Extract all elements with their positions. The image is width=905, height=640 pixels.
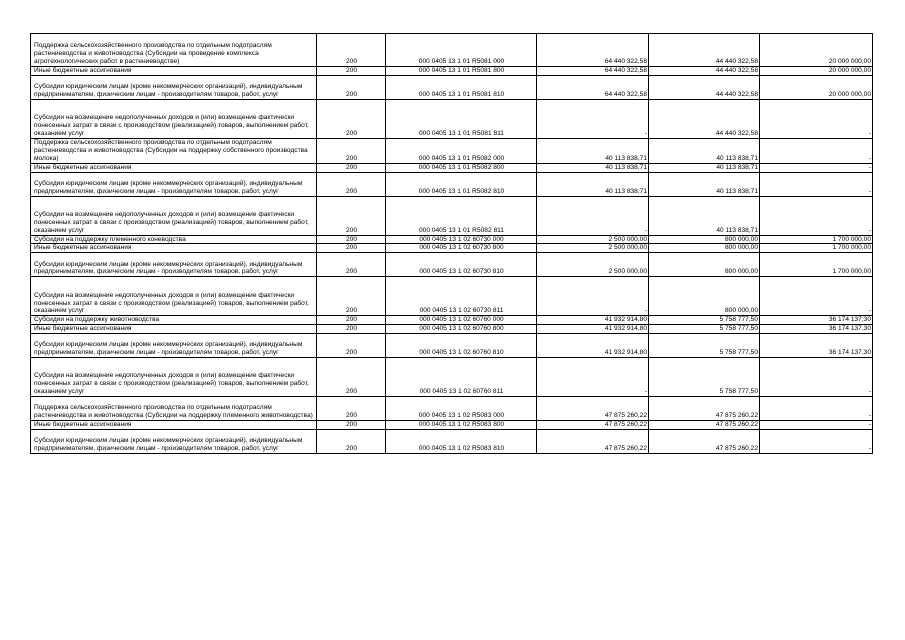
row-executed-cell: 800 000,00	[649, 253, 760, 277]
row-code-cell: 200	[317, 75, 386, 99]
row-name-cell: Субсидии на возмещение недополученных доходов и (или) возмещение фактически понесенных затрат в связи с производством (реализацией) товаров, выполнением работ, оказанием услуг	[31, 99, 317, 138]
table-row	[31, 235, 873, 244]
row-kbk-cell: 000 0405 13 1 01 R5082 000	[386, 138, 537, 163]
table-row	[31, 67, 873, 76]
row-executed-cell: 47 875 260,22	[649, 430, 760, 454]
row-executed-cell: 800 000,00	[649, 244, 760, 253]
row-approved-cell: 40 113 838,71	[537, 172, 649, 196]
row-name-cell: Субсидии на возмещение недополученных доходов и (или) возмещение фактически понесенных затрат в связи с производством (реализацией) товаров, выполнением работ, оказанием услуг	[31, 196, 317, 235]
table-row	[31, 138, 873, 163]
row-unexecuted-cell: 36 174 137,30	[760, 316, 873, 325]
row-unexecuted-cell: -	[760, 397, 873, 421]
row-unexecuted-cell: -	[760, 138, 873, 163]
row-kbk-cell: 000 0405 13 1 02 60730 800	[386, 244, 537, 253]
row-executed-cell: 40 113 838,71	[649, 163, 760, 172]
row-executed-cell: 5 758 777,50	[649, 316, 760, 325]
row-approved-cell: 41 932 914,80	[537, 325, 649, 334]
row-approved-cell: 64 440 322,58	[537, 75, 649, 99]
row-name-cell: Иные бюджетные ассигнования	[31, 163, 317, 172]
row-code-cell: 200	[317, 172, 386, 196]
row-name-cell: Субсидии на поддержку племенного коневодства	[31, 235, 317, 244]
row-executed-cell: 47 875 260,22	[649, 421, 760, 430]
row-kbk-cell: 000 0405 13 1 02 60730 811	[386, 277, 537, 316]
row-code-cell: 200	[317, 138, 386, 163]
row-approved-cell: 2 500 000,00	[537, 235, 649, 244]
table-row	[31, 397, 873, 421]
table-row	[31, 99, 873, 138]
row-executed-cell: 44 440 322,58	[649, 34, 760, 67]
table-row	[31, 421, 873, 430]
row-name-cell: Субсидии на возмещение недополученных доходов и (или) возмещение фактически понесенных затрат в связи с производством (реализацией) товаров, выполнением работ, оказанием услуг	[31, 277, 317, 316]
row-kbk-cell: 000 0405 13 1 01 R5082 810	[386, 172, 537, 196]
row-unexecuted-cell: 36 174 137,30	[760, 334, 873, 358]
row-unexecuted-cell: 36 174 137,30	[760, 325, 873, 334]
row-approved-cell: 47 875 260,22	[537, 430, 649, 454]
row-unexecuted-cell: 1 700 000,00	[760, 235, 873, 244]
row-code-cell: 200	[317, 277, 386, 316]
row-code-cell: 200	[317, 235, 386, 244]
row-executed-cell: 5 758 777,50	[649, 334, 760, 358]
row-kbk-cell: 000 0405 13 1 01 R5081 800	[386, 67, 537, 76]
row-kbk-cell: 000 0405 13 1 01 R5082 811	[386, 196, 537, 235]
row-executed-cell: 47 875 260,22	[649, 397, 760, 421]
row-name-cell: Иные бюджетные ассигнования	[31, 67, 317, 76]
table-row	[31, 163, 873, 172]
row-kbk-cell: 000 0405 13 1 02 R5083 810	[386, 430, 537, 454]
row-name-cell: Иные бюджетные ассигнования	[31, 325, 317, 334]
row-executed-cell: 44 440 322,58	[649, 67, 760, 76]
row-executed-cell: 44 440 322,58	[649, 99, 760, 138]
row-approved-cell: -	[537, 196, 649, 235]
row-unexecuted-cell: 1 700 000,00	[760, 253, 873, 277]
row-approved-cell: 47 875 260,22	[537, 397, 649, 421]
row-executed-cell: 5 758 777,50	[649, 325, 760, 334]
row-name-cell: Субсидии юридическим лицам (кроме некоммерческих организаций), индивидуальным предпринимателям, физическим лицам - производителям товаров, работ, услуг	[31, 253, 317, 277]
table-row	[31, 277, 873, 316]
budget-table-body	[31, 34, 873, 454]
row-unexecuted-cell: -	[760, 163, 873, 172]
row-approved-cell: 40 113 838,71	[537, 138, 649, 163]
row-kbk-cell: 000 0405 13 1 01 R5081 810	[386, 75, 537, 99]
table-row	[31, 172, 873, 196]
row-approved-cell: 64 440 322,58	[537, 34, 649, 67]
row-code-cell: 200	[317, 196, 386, 235]
row-unexecuted-cell: -	[760, 277, 873, 316]
table-row	[31, 358, 873, 397]
row-code-cell: 200	[317, 244, 386, 253]
row-unexecuted-cell: 20 000 000,00	[760, 67, 873, 76]
row-executed-cell: 5 758 777,50	[649, 358, 760, 397]
row-code-cell: 200	[317, 316, 386, 325]
row-code-cell: 200	[317, 397, 386, 421]
row-unexecuted-cell: -	[760, 172, 873, 196]
row-code-cell: 200	[317, 421, 386, 430]
row-code-cell: 200	[317, 358, 386, 397]
row-unexecuted-cell: -	[760, 430, 873, 454]
table-row	[31, 196, 873, 235]
row-approved-cell: 41 932 914,80	[537, 334, 649, 358]
row-kbk-cell: 000 0405 13 1 01 R5081 000	[386, 34, 537, 67]
row-unexecuted-cell: -	[760, 358, 873, 397]
row-kbk-cell: 000 0405 13 1 02 60760 810	[386, 334, 537, 358]
table-row	[31, 244, 873, 253]
row-kbk-cell: 000 0405 13 1 01 R5082 800	[386, 163, 537, 172]
row-approved-cell: 2 500 000,00	[537, 244, 649, 253]
row-executed-cell: 800 000,00	[649, 235, 760, 244]
row-kbk-cell: 000 0405 13 1 02 60760 000	[386, 316, 537, 325]
row-approved-cell: 40 113 838,71	[537, 163, 649, 172]
row-kbk-cell: 000 0405 13 1 02 60760 811	[386, 358, 537, 397]
row-name-cell: Поддержка сельскохозяйственного производства по отдельным подотраслям растениеводства и животноводства (Субсидии на поддержку племенного животноводства)	[31, 397, 317, 421]
budget-table	[30, 33, 873, 454]
table-row	[31, 325, 873, 334]
row-kbk-cell: 000 0405 13 1 02 R5083 000	[386, 397, 537, 421]
table-row	[31, 430, 873, 454]
row-kbk-cell: 000 0405 13 1 01 R5081 811	[386, 99, 537, 138]
row-kbk-cell: 000 0405 13 1 02 60730 000	[386, 235, 537, 244]
table-row	[31, 334, 873, 358]
table-row	[31, 75, 873, 99]
row-executed-cell: 40 113 838,71	[649, 138, 760, 163]
row-name-cell: Поддержка сельскохозяйственного производства по отдельным подотраслям растениеводства и животноводства (Субсидии на поддержку собственного производства молока)	[31, 138, 317, 163]
row-unexecuted-cell: -	[760, 421, 873, 430]
row-name-cell: Субсидии на возмещение недополученных доходов и (или) возмещение фактически понесенных затрат в связи с производством (реализацией) товаров, выполнением работ, оказанием услуг	[31, 358, 317, 397]
row-unexecuted-cell: -	[760, 99, 873, 138]
row-unexecuted-cell: 20 000 000,00	[760, 75, 873, 99]
row-name-cell: Поддержка сельскохозяйственного производства по отдельным подотраслям растениеводства и животноводства (Субсидии на проведение комплекса агротехнологических работ в растениеводстве)	[31, 34, 317, 67]
row-code-cell: 200	[317, 99, 386, 138]
row-name-cell: Субсидии юридическим лицам (кроме некоммерческих организаций), индивидуальным предпринимателям, физическим лицам - производителям товаров, работ, услуг	[31, 430, 317, 454]
row-executed-cell: 44 440 322,58	[649, 75, 760, 99]
row-code-cell: 200	[317, 163, 386, 172]
row-code-cell: 200	[317, 334, 386, 358]
row-unexecuted-cell: 1 700 000,00	[760, 244, 873, 253]
row-name-cell: Субсидии юридическим лицам (кроме некоммерческих организаций), индивидуальным предпринимателям, физическим лицам - производителям товаров, работ, услуг	[31, 75, 317, 99]
budget-report-sheet	[30, 33, 873, 454]
row-executed-cell: 40 113 838,71	[649, 196, 760, 235]
row-name-cell: Субсидии юридическим лицам (кроме некоммерческих организаций), индивидуальным предпринимателям, физическим лицам - производителям товаров, работ, услуг	[31, 334, 317, 358]
row-code-cell: 200	[317, 67, 386, 76]
row-approved-cell: -	[537, 277, 649, 316]
table-row	[31, 316, 873, 325]
row-kbk-cell: 000 0405 13 1 02 60730 810	[386, 253, 537, 277]
row-unexecuted-cell: -	[760, 196, 873, 235]
row-approved-cell: 41 932 914,80	[537, 316, 649, 325]
row-approved-cell: -	[537, 358, 649, 397]
row-executed-cell: 40 113 838,71	[649, 172, 760, 196]
row-unexecuted-cell: 20 000 000,00	[760, 34, 873, 67]
row-executed-cell: 800 000,00	[649, 277, 760, 316]
row-name-cell: Субсидии на поддержку животноводства	[31, 316, 317, 325]
row-approved-cell: -	[537, 99, 649, 138]
row-kbk-cell: 000 0405 13 1 02 60760 800	[386, 325, 537, 334]
row-name-cell: Иные бюджетные ассигнования	[31, 244, 317, 253]
row-name-cell: Иные бюджетные ассигнования	[31, 421, 317, 430]
row-code-cell: 200	[317, 325, 386, 334]
table-row	[31, 34, 873, 67]
row-name-cell: Субсидии юридическим лицам (кроме некоммерческих организаций), индивидуальным предпринимателям, физическим лицам - производителям товаров, работ, услуг	[31, 172, 317, 196]
row-code-cell: 200	[317, 34, 386, 67]
row-approved-cell: 47 875 260,22	[537, 421, 649, 430]
row-approved-cell: 2 500 000,00	[537, 253, 649, 277]
table-row	[31, 253, 873, 277]
row-approved-cell: 64 440 322,58	[537, 67, 649, 76]
row-code-cell: 200	[317, 430, 386, 454]
row-kbk-cell: 000 0405 13 1 02 R5083 800	[386, 421, 537, 430]
row-code-cell: 200	[317, 253, 386, 277]
